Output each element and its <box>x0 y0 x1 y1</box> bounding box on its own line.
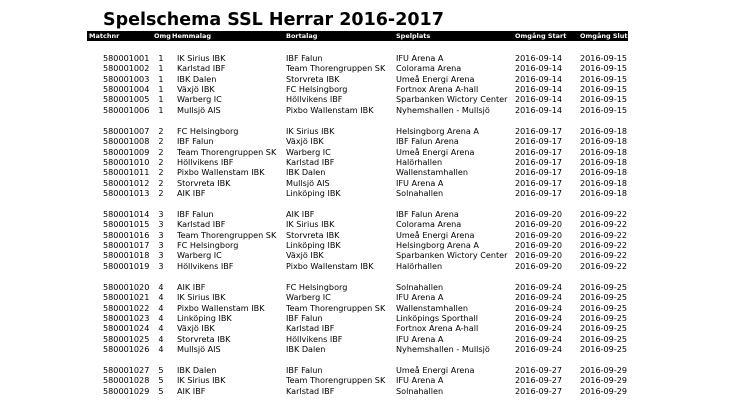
home-team: AIK IBF <box>177 385 206 396</box>
column-header-omgang-slut: Omgång Slut <box>580 32 628 40</box>
venue: Sparbanken Wictory Center <box>396 250 508 261</box>
round-number: 5 <box>158 365 164 375</box>
round-number: 3 <box>158 250 164 261</box>
match-number: 580001006 <box>103 104 150 115</box>
round-end-date: 2016-09-22 <box>580 209 628 219</box>
round-end-date: 2016-09-22 <box>580 240 628 250</box>
match-number: 580001007 <box>103 126 150 136</box>
table-row <box>0 84 746 94</box>
table-row <box>0 230 746 240</box>
round-end-date: 2016-09-22 <box>580 250 628 261</box>
table-row <box>0 188 746 198</box>
venue: Umeå Energi Arena <box>396 229 475 240</box>
table-row <box>0 147 746 157</box>
page-title: Spelschema SSL Herrar 2016-2017 <box>103 10 444 30</box>
table-row <box>0 292 746 302</box>
away-team: Linköping IBK <box>286 188 341 198</box>
away-team: IBK Dalen <box>286 344 326 354</box>
round-start-date: 2016-09-24 <box>515 313 563 323</box>
match-number: 580001026 <box>103 344 150 354</box>
match-number: 580001001 <box>103 53 150 63</box>
home-team: Team Thorengruppen SK <box>177 229 277 240</box>
match-number: 580001013 <box>103 188 150 198</box>
home-team: Höllvikens IBF <box>177 260 234 271</box>
match-number: 580001021 <box>103 292 150 303</box>
away-team: FC Helsingborg <box>286 84 348 94</box>
home-team: AIK IBF <box>177 282 206 292</box>
away-team: Team Thorengruppen SK <box>286 63 386 74</box>
away-team: Karlstad IBF <box>286 157 335 167</box>
venue: Umeå Energi Arena <box>396 73 475 84</box>
match-number: 580001022 <box>103 302 150 313</box>
round-number: 3 <box>158 229 164 240</box>
table-row <box>0 375 746 385</box>
round-end-date: 2016-09-15 <box>580 73 628 84</box>
venue: Solnahallen <box>396 188 444 198</box>
round-start-date: 2016-09-14 <box>515 63 563 74</box>
home-team: Höllvikens IBF <box>177 157 234 167</box>
round-start-date: 2016-09-17 <box>515 157 563 167</box>
round-number: 3 <box>158 240 164 250</box>
round-end-date: 2016-09-18 <box>580 146 628 157</box>
round-start-date: 2016-09-17 <box>515 167 563 178</box>
round-start-date: 2016-09-20 <box>515 209 563 219</box>
round-start-date: 2016-09-24 <box>515 323 563 334</box>
table-row <box>0 136 746 146</box>
venue: Halörhallen <box>396 157 443 167</box>
round-number: 3 <box>158 219 164 230</box>
match-number: 580001002 <box>103 63 150 74</box>
venue: IFU Arena A <box>396 177 444 188</box>
round-end-date: 2016-09-18 <box>580 126 628 136</box>
away-team: Warberg IC <box>286 146 331 157</box>
away-team: IK Sirius IBK <box>286 126 335 136</box>
round-number: 2 <box>158 177 164 188</box>
match-number: 580001029 <box>103 385 150 396</box>
column-header-matchnr: Matchnr <box>89 32 120 40</box>
venue: IFU Arena A <box>396 292 444 303</box>
away-team: Pixbo Wallenstam IBK <box>286 260 374 271</box>
venue: Halörhallen <box>396 260 443 271</box>
venue: IBF Falun Arena <box>396 209 459 219</box>
round-end-date: 2016-09-15 <box>580 53 628 63</box>
round-end-date: 2016-09-29 <box>580 385 628 396</box>
match-number: 580001003 <box>103 73 150 84</box>
round-number: 1 <box>158 94 164 105</box>
match-number: 580001005 <box>103 94 150 105</box>
table-row <box>0 53 746 63</box>
round-number: 1 <box>158 63 164 74</box>
venue: IFU Arena A <box>396 53 444 63</box>
home-team: Karlstad IBF <box>177 219 226 230</box>
round-number: 4 <box>158 282 164 292</box>
round-start-date: 2016-09-14 <box>515 94 563 105</box>
round-number: 2 <box>158 126 164 136</box>
round-end-date: 2016-09-15 <box>580 63 628 74</box>
venue: Solnahallen <box>396 385 444 396</box>
table-row <box>0 167 746 177</box>
venue: IFU Arena A <box>396 333 444 344</box>
table-row <box>0 126 746 136</box>
round-end-date: 2016-09-18 <box>580 177 628 188</box>
round-end-date: 2016-09-15 <box>580 84 628 94</box>
venue: Nyhemshallen - Mullsjö <box>396 344 490 354</box>
home-team: Växjö IBK <box>177 323 215 334</box>
table-row <box>0 157 746 167</box>
match-number: 580001027 <box>103 365 150 375</box>
away-team: IBF Falun <box>286 365 323 375</box>
home-team: Linköping IBK <box>177 313 232 323</box>
away-team: Höllvikens IBF <box>286 333 343 344</box>
away-team: IBK Dalen <box>286 167 326 178</box>
table-row <box>0 282 746 292</box>
match-number: 580001004 <box>103 84 150 94</box>
home-team: Karlstad IBF <box>177 63 226 74</box>
round-number: 1 <box>158 53 164 63</box>
round-end-date: 2016-09-25 <box>580 313 628 323</box>
away-team: Karlstad IBF <box>286 385 335 396</box>
round-end-date: 2016-09-25 <box>580 292 628 303</box>
venue: Colorama Arena <box>396 63 462 74</box>
away-team: Team Thorengruppen SK <box>286 302 386 313</box>
column-header-spelplats: Spelplats <box>396 32 431 40</box>
round-number: 4 <box>158 302 164 313</box>
round-number: 4 <box>158 313 164 323</box>
round-end-date: 2016-09-18 <box>580 188 628 198</box>
round-end-date: 2016-09-22 <box>580 229 628 240</box>
home-team: Mullsjö AIS <box>177 104 221 115</box>
table-row <box>0 209 746 219</box>
away-team: IK Sirius IBK <box>286 219 335 230</box>
round-start-date: 2016-09-24 <box>515 344 563 354</box>
table-row <box>0 74 746 84</box>
home-team: Mullsjö AIS <box>177 344 221 354</box>
match-number: 580001011 <box>103 167 150 178</box>
match-number: 580001024 <box>103 323 150 334</box>
column-header-bortalag: Bortalag <box>286 32 318 40</box>
round-start-date: 2016-09-24 <box>515 282 563 292</box>
match-number: 580001009 <box>103 146 150 157</box>
away-team: Team Thorengruppen SK <box>286 375 386 386</box>
home-team: Team Thorengruppen SK <box>177 146 277 157</box>
home-team: Storvreta IBK <box>177 333 231 344</box>
match-number: 580001018 <box>103 250 150 261</box>
round-start-date: 2016-09-20 <box>515 250 563 261</box>
round-end-date: 2016-09-18 <box>580 167 628 178</box>
away-team: Storvreta IBK <box>286 229 340 240</box>
round-start-date: 2016-09-14 <box>515 104 563 115</box>
round-start-date: 2016-09-24 <box>515 302 563 313</box>
home-team: Pixbo Wallenstam IBK <box>177 167 265 178</box>
home-team: IK Sirius IBK <box>177 53 226 63</box>
venue: IFU Arena A <box>396 375 444 386</box>
home-team: IK Sirius IBK <box>177 292 226 303</box>
match-number: 580001012 <box>103 177 150 188</box>
home-team: Pixbo Wallenstam IBK <box>177 302 265 313</box>
round-number: 4 <box>158 333 164 344</box>
match-number: 580001020 <box>103 282 150 292</box>
away-team: Växjö IBK <box>286 250 324 261</box>
table-row <box>0 334 746 344</box>
venue: Helsingborg Arena A <box>396 126 479 136</box>
venue: Sparbanken Wictory Center <box>396 94 508 105</box>
away-team: Mullsjö AIS <box>286 177 330 188</box>
round-start-date: 2016-09-17 <box>515 177 563 188</box>
round-number: 2 <box>158 167 164 178</box>
round-end-date: 2016-09-25 <box>580 344 628 354</box>
table-row <box>0 94 746 104</box>
home-team: IBF Falun <box>177 209 214 219</box>
home-team: Warberg IC <box>177 250 222 261</box>
round-number: 1 <box>158 104 164 115</box>
round-end-date: 2016-09-25 <box>580 282 628 292</box>
round-number: 2 <box>158 136 164 147</box>
round-number: 2 <box>158 146 164 157</box>
venue: Colorama Arena <box>396 219 462 230</box>
venue: Solnahallen <box>396 282 444 292</box>
table-row <box>0 365 746 375</box>
venue: Linköpings Sporthall <box>396 313 478 323</box>
match-number: 580001017 <box>103 240 150 250</box>
round-start-date: 2016-09-27 <box>515 365 563 375</box>
venue: Nyhemshallen - Mullsjö <box>396 104 490 115</box>
away-team: Linköping IBK <box>286 240 341 250</box>
round-number: 4 <box>158 292 164 303</box>
venue: Wallenstamhallen <box>396 167 468 178</box>
round-start-date: 2016-09-24 <box>515 292 563 303</box>
match-number: 580001023 <box>103 313 150 323</box>
home-team: AIK IBF <box>177 188 206 198</box>
round-end-date: 2016-09-22 <box>580 219 628 230</box>
round-end-date: 2016-09-29 <box>580 375 628 386</box>
column-header-omgang-start: Omgång Start <box>515 32 567 40</box>
round-number: 2 <box>158 157 164 167</box>
column-header-hemmalag: Hemmalag <box>172 32 212 40</box>
table-row <box>0 261 746 271</box>
round-start-date: 2016-09-14 <box>515 73 563 84</box>
round-start-date: 2016-09-20 <box>515 229 563 240</box>
table-row <box>0 344 746 354</box>
round-start-date: 2016-09-27 <box>515 385 563 396</box>
home-team: Warberg IC <box>177 94 222 105</box>
table-row <box>0 240 746 250</box>
table-row <box>0 313 746 323</box>
home-team: IBK Dalen <box>177 365 217 375</box>
away-team: FC Helsingborg <box>286 282 348 292</box>
home-team: FC Helsingborg <box>177 240 239 250</box>
home-team: Storvreta IBK <box>177 177 231 188</box>
venue: Umeå Energi Arena <box>396 146 475 157</box>
round-start-date: 2016-09-17 <box>515 136 563 147</box>
round-number: 2 <box>158 188 164 198</box>
round-number: 5 <box>158 385 164 396</box>
round-end-date: 2016-09-29 <box>580 365 628 375</box>
table-row <box>0 323 746 333</box>
match-number: 580001019 <box>103 260 150 271</box>
away-team: AIK IBF <box>286 209 315 219</box>
round-start-date: 2016-09-17 <box>515 188 563 198</box>
table-row <box>0 219 746 229</box>
match-number: 580001015 <box>103 219 150 230</box>
round-start-date: 2016-09-14 <box>515 53 563 63</box>
round-number: 1 <box>158 84 164 94</box>
table-row <box>0 303 746 313</box>
venue: IBF Falun Arena <box>396 136 459 147</box>
round-start-date: 2016-09-20 <box>515 240 563 250</box>
round-number: 4 <box>158 323 164 334</box>
round-start-date: 2016-09-27 <box>515 375 563 386</box>
match-number: 580001016 <box>103 229 150 240</box>
away-team: Höllvikens IBF <box>286 94 343 105</box>
round-end-date: 2016-09-22 <box>580 260 628 271</box>
away-team: IBF Falun <box>286 53 323 63</box>
home-team: IK Sirius IBK <box>177 375 226 386</box>
table-row <box>0 63 746 73</box>
round-number: 3 <box>158 260 164 271</box>
away-team: Warberg IC <box>286 292 331 303</box>
round-end-date: 2016-09-15 <box>580 104 628 115</box>
home-team: Växjö IBK <box>177 84 215 94</box>
away-team: Växjö IBK <box>286 136 324 147</box>
away-team: Pixbo Wallenstam IBK <box>286 104 374 115</box>
home-team: FC Helsingborg <box>177 126 239 136</box>
venue: Umeå Energi Arena <box>396 365 475 375</box>
home-team: IBK Dalen <box>177 73 217 84</box>
round-number: 3 <box>158 209 164 219</box>
table-row <box>0 178 746 188</box>
round-end-date: 2016-09-15 <box>580 94 628 105</box>
away-team: Karlstad IBF <box>286 323 335 334</box>
venue: Fortnox Arena A-hall <box>396 323 479 334</box>
match-number: 580001008 <box>103 136 150 147</box>
round-start-date: 2016-09-17 <box>515 146 563 157</box>
away-team: Storvreta IBK <box>286 73 340 84</box>
column-header-omg: Omg <box>154 32 171 40</box>
table-row <box>0 105 746 115</box>
round-start-date: 2016-09-14 <box>515 84 563 94</box>
venue: Fortnox Arena A-hall <box>396 84 479 94</box>
venue: Helsingborg Arena A <box>396 240 479 250</box>
table-row <box>0 250 746 260</box>
match-number: 580001014 <box>103 209 150 219</box>
round-number: 4 <box>158 344 164 354</box>
round-number: 1 <box>158 73 164 84</box>
round-number: 5 <box>158 375 164 386</box>
round-start-date: 2016-09-24 <box>515 333 563 344</box>
venue: Wallenstamhallen <box>396 302 468 313</box>
round-start-date: 2016-09-20 <box>515 260 563 271</box>
round-start-date: 2016-09-17 <box>515 126 563 136</box>
table-row <box>0 386 746 396</box>
round-end-date: 2016-09-25 <box>580 323 628 334</box>
match-number: 580001028 <box>103 375 150 386</box>
match-number: 580001010 <box>103 157 150 167</box>
round-end-date: 2016-09-25 <box>580 302 628 313</box>
round-start-date: 2016-09-20 <box>515 219 563 230</box>
round-end-date: 2016-09-18 <box>580 136 628 147</box>
round-end-date: 2016-09-18 <box>580 157 628 167</box>
away-team: IBF Falun <box>286 313 323 323</box>
match-number: 580001025 <box>103 333 150 344</box>
home-team: IBF Falun <box>177 136 214 147</box>
round-end-date: 2016-09-25 <box>580 333 628 344</box>
